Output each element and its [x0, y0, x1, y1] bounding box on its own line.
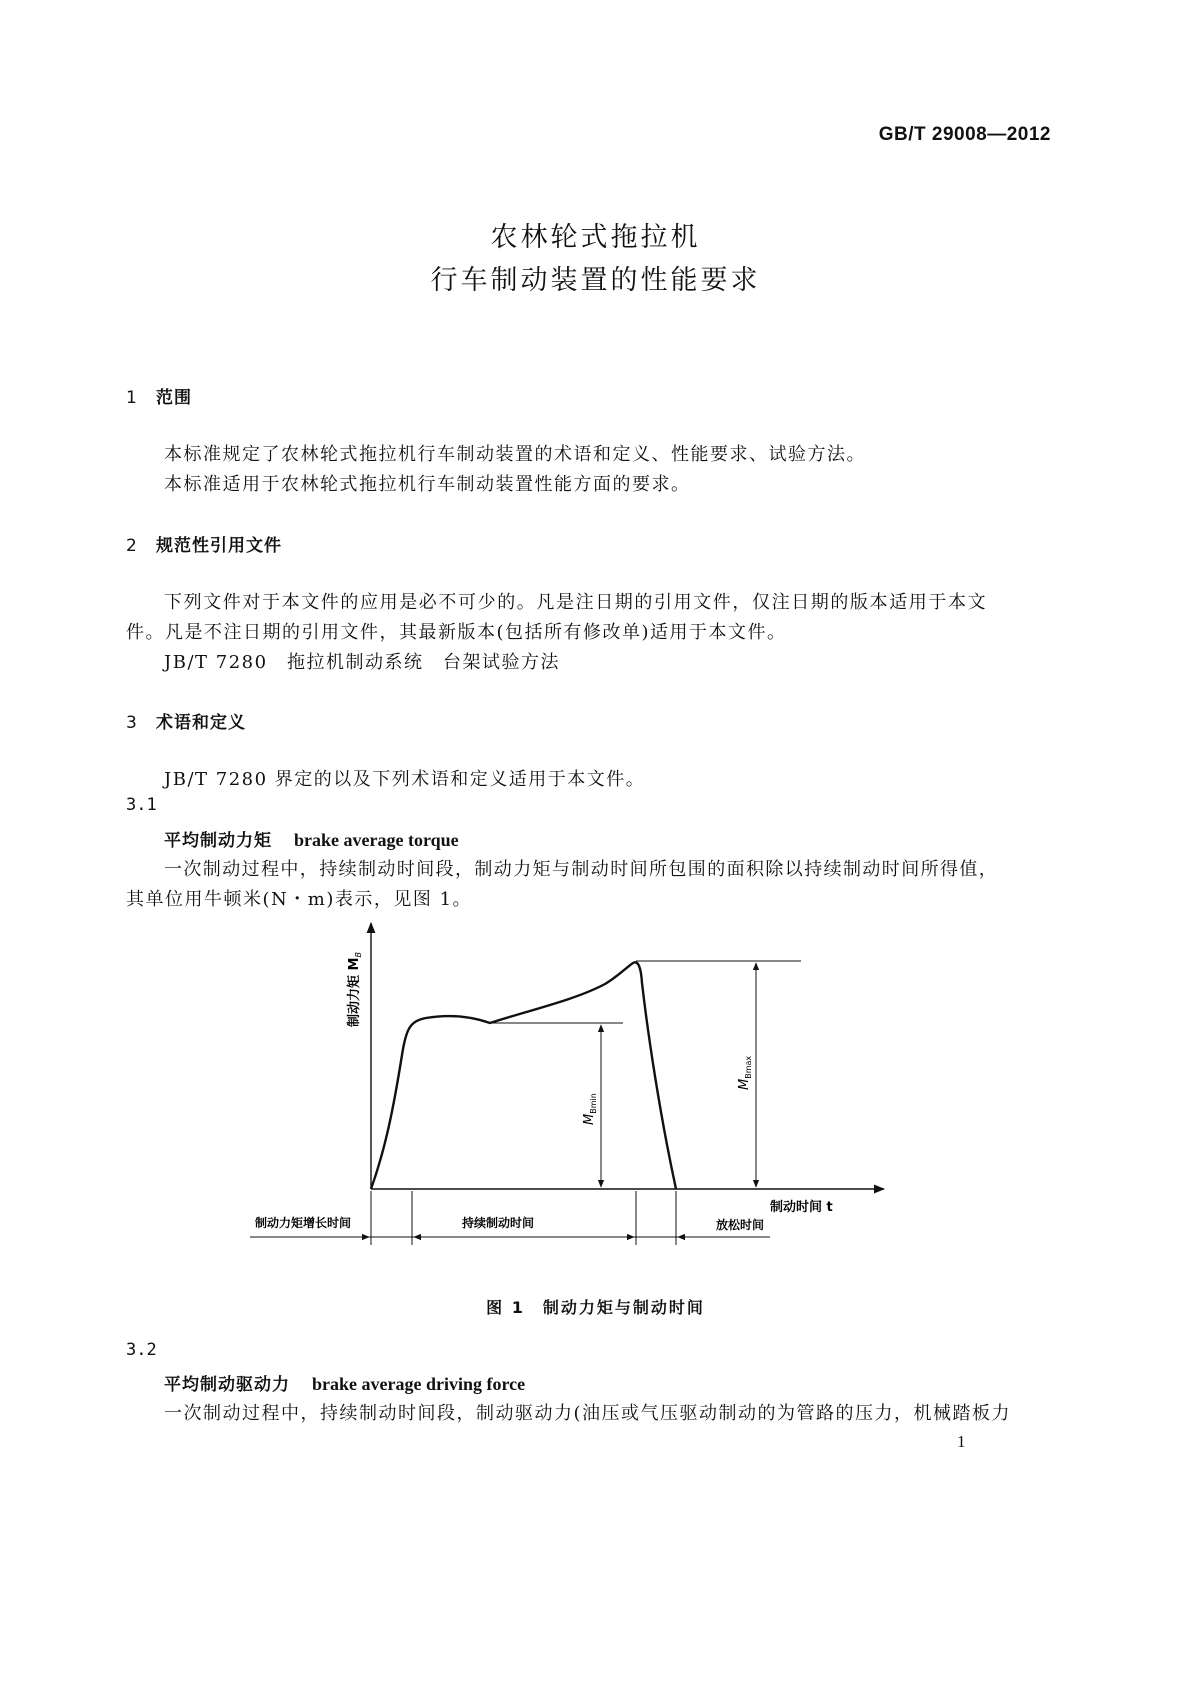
x-axis-label: 制动时间 t: [770, 1200, 833, 1215]
document-title-line1: 农林轮式拖拉机: [490, 222, 701, 253]
term-number: 3.2: [126, 1340, 157, 1360]
term-definition: 一次制动过程中，持续制动时间段，制动驱动力(油压或气压驱动制动的为管路的压力，机械踏板力: [164, 1403, 1012, 1424]
paragraph: 本标准规定了农林轮式拖拉机行车制动装置的术语和定义、性能要求、试验方法。: [164, 444, 866, 465]
term-name-en: brake average torque: [294, 830, 459, 850]
paragraph: 下列文件对于本文件的应用是必不可少的。凡是注日期的引用文件，仅注日期的版本适用于本文: [164, 592, 988, 613]
phase-label-rise-time: 制动力矩增长时间: [255, 1216, 352, 1230]
section-heading-terms: [126, 708, 246, 733]
paragraph-continuation: 件。凡是不注日期的引用文件，其最新版本(包括所有修改单)适用于本文件。: [126, 622, 787, 643]
section-number: 2: [126, 536, 138, 556]
torque-curve: [371, 962, 676, 1189]
section-title: 规范性引用文件: [156, 536, 282, 556]
phase-label-sustained-time: 持续制动时间: [462, 1216, 535, 1230]
m-max-label: $M_{Bmax}$: [737, 1055, 753, 1090]
paragraph: JB/T 7280 界定的以及下列术语和定义适用于本文件。: [164, 769, 646, 790]
m-min-label: $M_{Bmin}$: [582, 1093, 598, 1125]
phase-label-release-time: 放松时间: [716, 1218, 765, 1232]
term-definition-continuation: 其单位用牛顿米(N・m)表示，见图 1。: [126, 889, 473, 910]
term-name-en: brake average driving force: [312, 1374, 526, 1394]
page-number: 1: [957, 1432, 966, 1451]
term-title: [164, 1370, 525, 1395]
document-title-line2: 行车制动装置的性能要求: [430, 265, 761, 296]
section-number: 1: [126, 388, 138, 408]
section-number: 3: [126, 713, 138, 733]
term-definition: 一次制动过程中，持续制动时间段，制动力矩与制动时间所包围的面积除以持续制动时间所得值，: [164, 859, 999, 880]
figure-caption: 图 1 制动力矩与制动时间: [486, 1298, 705, 1317]
section-title: 术语和定义: [156, 713, 246, 733]
term-name-zh: 平均制动驱动力: [164, 1375, 290, 1395]
section-heading-scope: [126, 383, 192, 408]
standard-number: GB/T 29008—2012: [878, 124, 1051, 145]
section-heading-normative-references: [126, 531, 282, 556]
term-title: [164, 826, 459, 851]
section-title: 范围: [156, 388, 192, 408]
paragraph: 本标准适用于农林轮式拖拉机行车制动装置性能方面的要求。: [164, 474, 691, 495]
reference-jb-t-7280: JB/T 7280 拖拉机制动系统 台架试验方法: [164, 652, 561, 673]
term-name-zh: 平均制动力矩: [164, 831, 272, 851]
term-number: 3.1: [126, 795, 157, 815]
y-axis-label: 制动力矩 $M_B$: [347, 952, 363, 1027]
figure-brake-torque-vs-time: [240, 915, 900, 1255]
